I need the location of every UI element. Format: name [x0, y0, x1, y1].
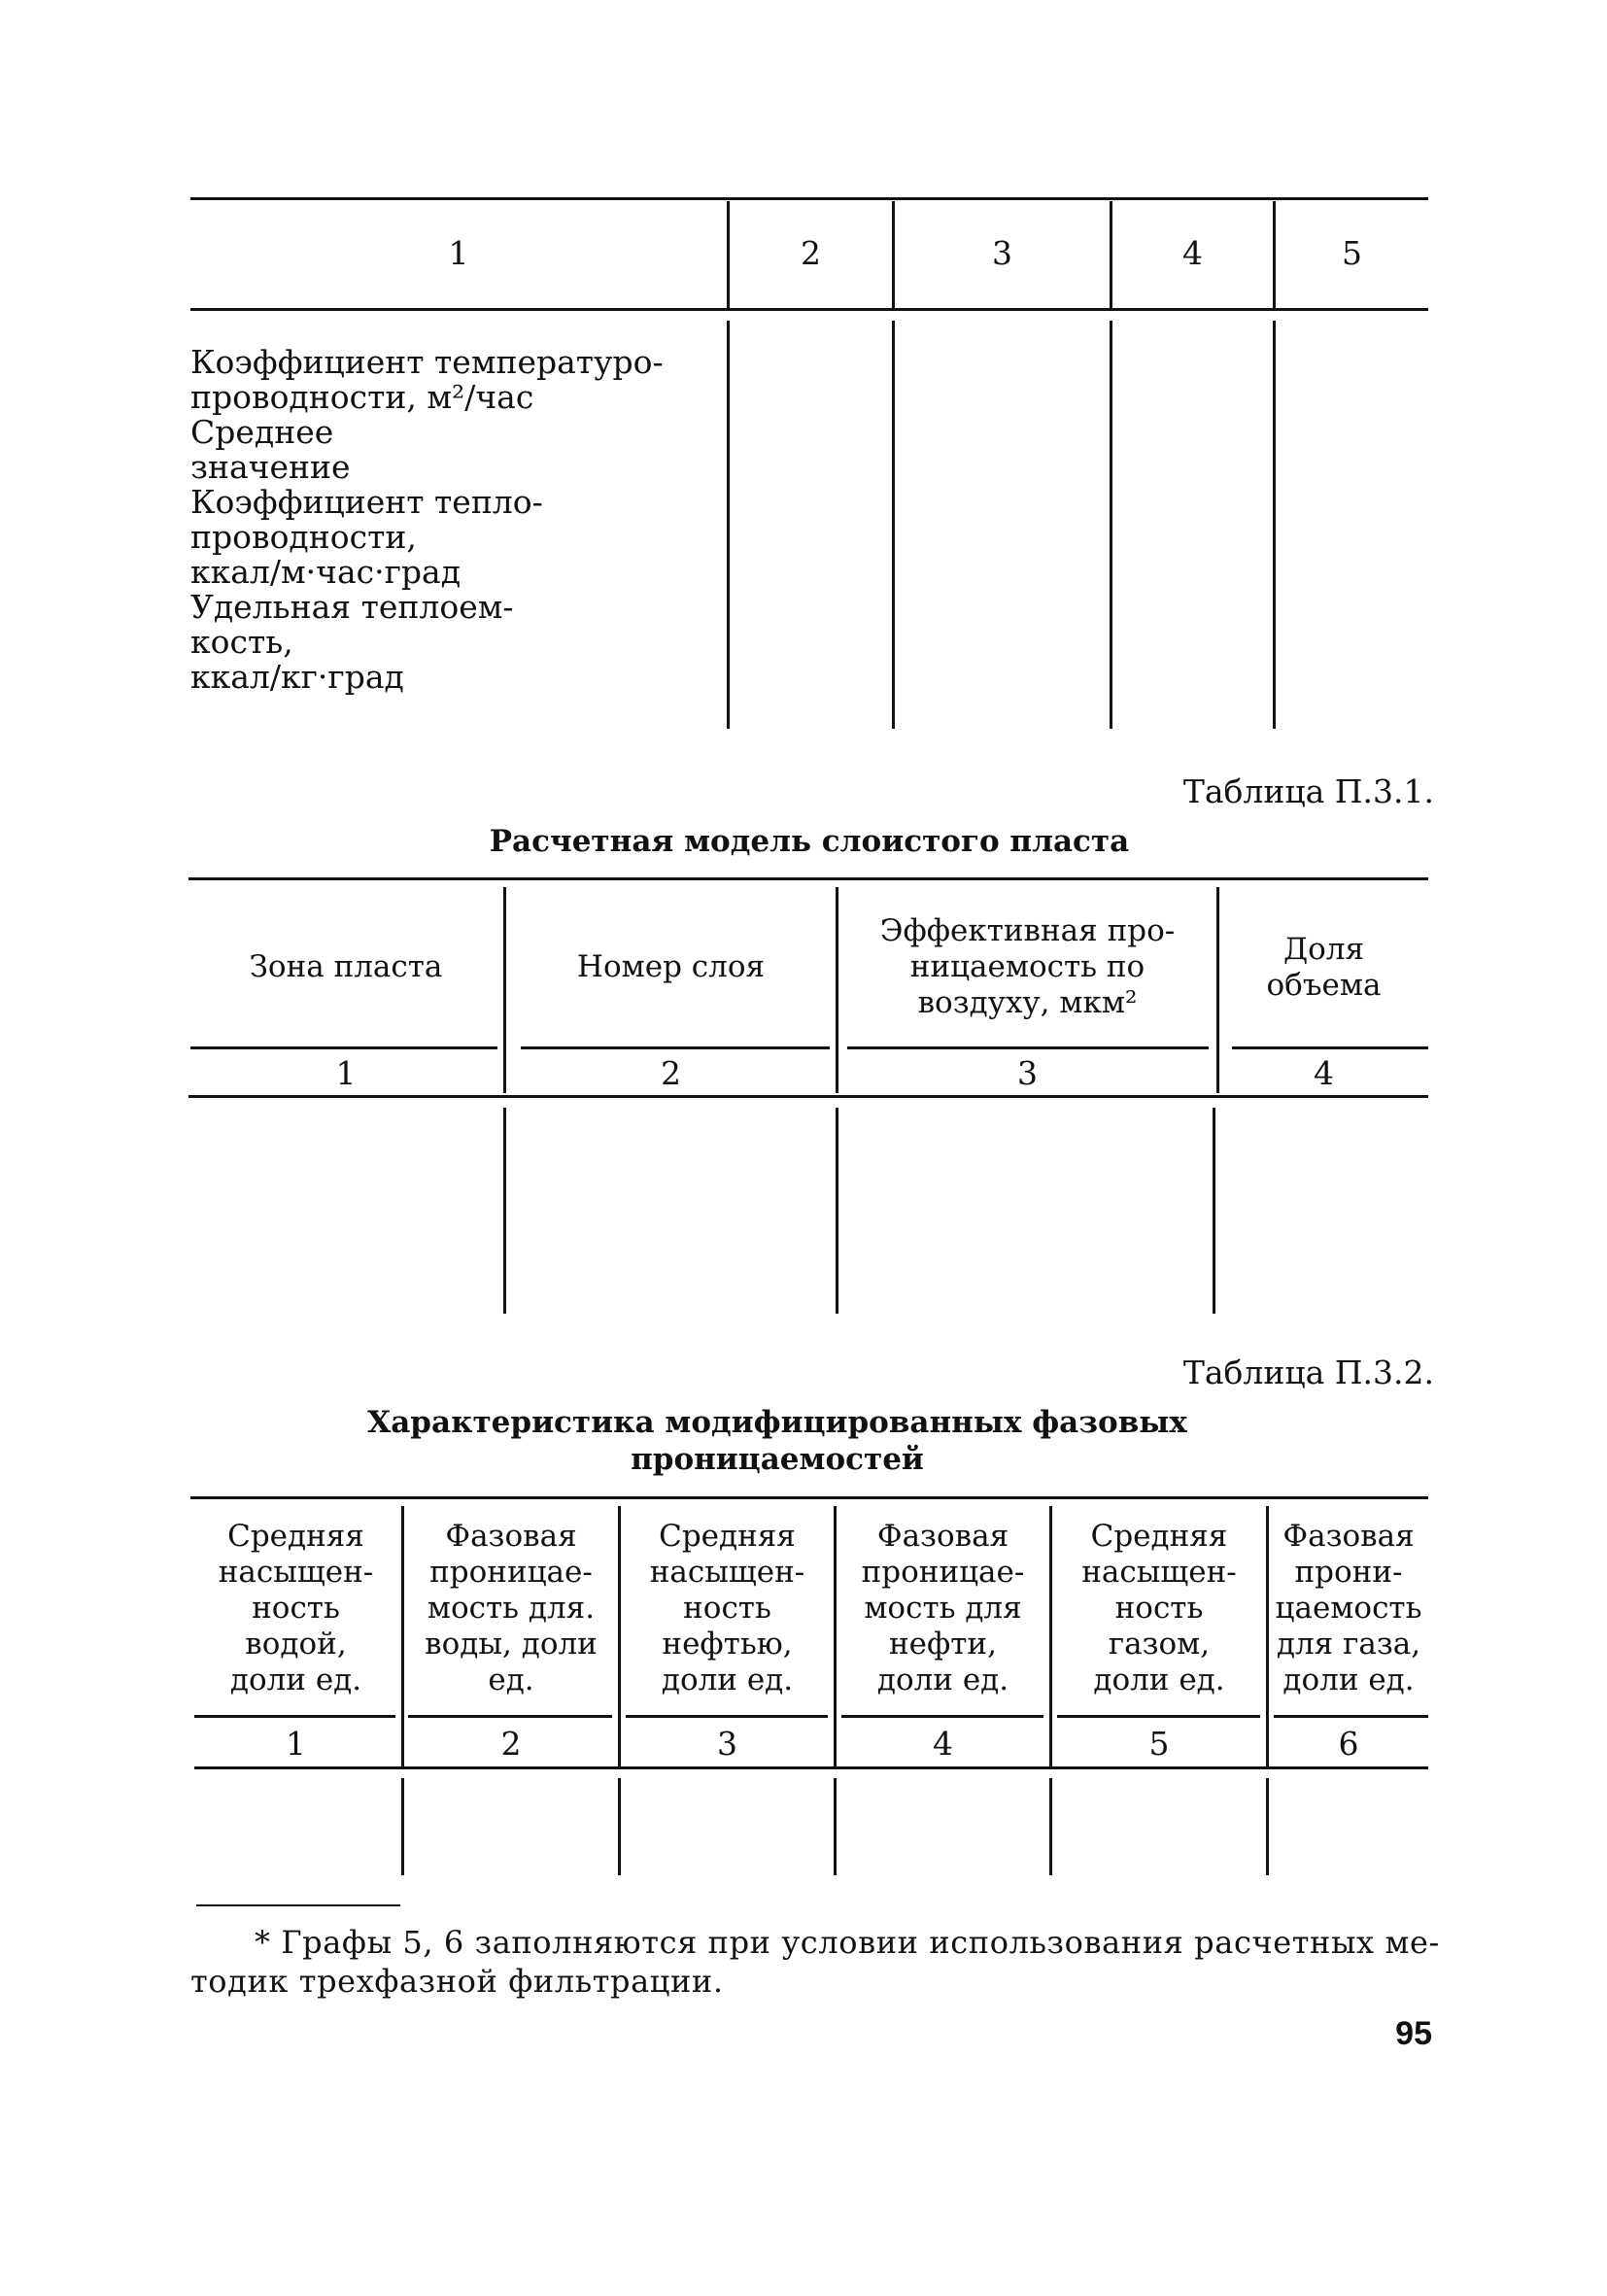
table-top-header-rule	[190, 308, 1428, 311]
table-top-col-number: 4	[1182, 233, 1203, 272]
table-col-number: 3	[717, 1724, 737, 1763]
table-header-layer: Номер слоя	[576, 949, 766, 984]
table-header-rule	[521, 1046, 830, 1049]
table-top-divider	[727, 321, 730, 729]
table-number-rule	[188, 1095, 1428, 1098]
table-title: Характеристика модифицированных фазовых проницаемостей	[367, 1405, 1187, 1477]
table-top-row-label: проводности, м²/час	[190, 378, 534, 416]
table-header-oil-saturation: Средняя насыщен- ность нефтью, доли ед.	[649, 1518, 805, 1697]
footnote-rule	[196, 1904, 400, 1906]
table-border-top	[190, 1496, 1428, 1499]
table-top-row-label: Коэффициент температуро-	[190, 343, 664, 381]
table-divider	[834, 1778, 837, 1875]
table-header-rule	[841, 1715, 1043, 1718]
table-top-row-label: Коэффициент тепло-	[190, 483, 543, 521]
table-col-number: 3	[1017, 1053, 1038, 1092]
table-top-divider	[1273, 321, 1276, 729]
table-header-gas-saturation: Средняя насыщен- ность газом, доли ед.	[1081, 1518, 1237, 1697]
table-col-number: 2	[500, 1724, 522, 1763]
table-top-col-number: 1	[448, 233, 469, 272]
table-divider	[1213, 1108, 1215, 1314]
table-top-divider	[892, 321, 895, 729]
table-col-number: 4	[1314, 1053, 1334, 1092]
table-number-rule	[194, 1766, 1428, 1769]
table-top-divider	[1110, 321, 1112, 729]
table-top-row-label: ккал/кг·град	[190, 658, 404, 696]
table-divider	[1049, 1778, 1052, 1875]
table-header-rule	[847, 1046, 1209, 1049]
table-header-rule	[190, 1046, 497, 1049]
table-divider	[503, 1108, 506, 1314]
table-header-gas-permeability: Фазовая прони- цаемость для газа, доли ед.	[1275, 1518, 1422, 1697]
table-col-number: 4	[933, 1724, 953, 1763]
table-divider	[836, 1108, 838, 1314]
table-divider	[1266, 1778, 1269, 1875]
footnote-line: тодик трехфазной фильтрации.	[190, 1963, 724, 2000]
table-header-permeability: Эффективная про- ницаемость по воздуху, мкм²	[879, 913, 1176, 1020]
table-header-water-saturation: Средняя насыщен- ность водой, доли ед.	[218, 1518, 374, 1697]
table-col-number: 6	[1338, 1724, 1359, 1763]
table-caption: Таблица П.3.1.	[1182, 772, 1434, 810]
table-header-rule	[626, 1715, 828, 1718]
table-header-rule	[1232, 1046, 1428, 1049]
table-header-oil-permeability: Фазовая проницае- мость для нефти, доли ед.	[861, 1518, 1025, 1697]
table-title: Расчетная модель слоистого пласта	[489, 824, 1130, 859]
table-header-rule	[1274, 1715, 1428, 1718]
table-header-water-permeability: Фазовая проницае- мость для. воды, доли ед.	[425, 1518, 598, 1697]
table-top-col-number: 3	[992, 233, 1012, 272]
table-header-volume-share: Доля объема	[1266, 931, 1382, 1003]
table-top-row-label: ккал/м·час·град	[190, 553, 462, 591]
table-col-number: 5	[1148, 1724, 1170, 1763]
table-header-rule	[194, 1715, 395, 1718]
table-top-col-number: 2	[801, 233, 821, 272]
table-header-zone: Зона пласта	[249, 949, 443, 984]
table-header-rule	[408, 1715, 612, 1718]
table-col-number: 1	[286, 1724, 306, 1763]
table-top-row-label: значение	[190, 448, 351, 486]
table-header-rule	[1057, 1715, 1260, 1718]
footnote-line: * Графы 5, 6 заполняются при условии использования расчетных ме-	[255, 1924, 1440, 1961]
table-divider	[618, 1778, 621, 1875]
table-top-row-label: кость,	[190, 623, 293, 661]
table-col-number: 2	[661, 1053, 681, 1092]
table-top-col-number: 5	[1342, 233, 1362, 272]
table-caption: Таблица П.3.2.	[1182, 1354, 1434, 1391]
table-top-border-top	[190, 197, 1428, 200]
table-col-number: 1	[335, 1053, 357, 1092]
table-divider	[401, 1778, 404, 1875]
table-border-top	[188, 877, 1428, 880]
table-top-row-label: Удельная теплоем-	[190, 588, 514, 626]
page-number: 95	[1395, 2015, 1432, 2052]
table-top-row-label: Среднее	[190, 413, 334, 451]
table-top-row-label: проводности,	[190, 518, 417, 556]
